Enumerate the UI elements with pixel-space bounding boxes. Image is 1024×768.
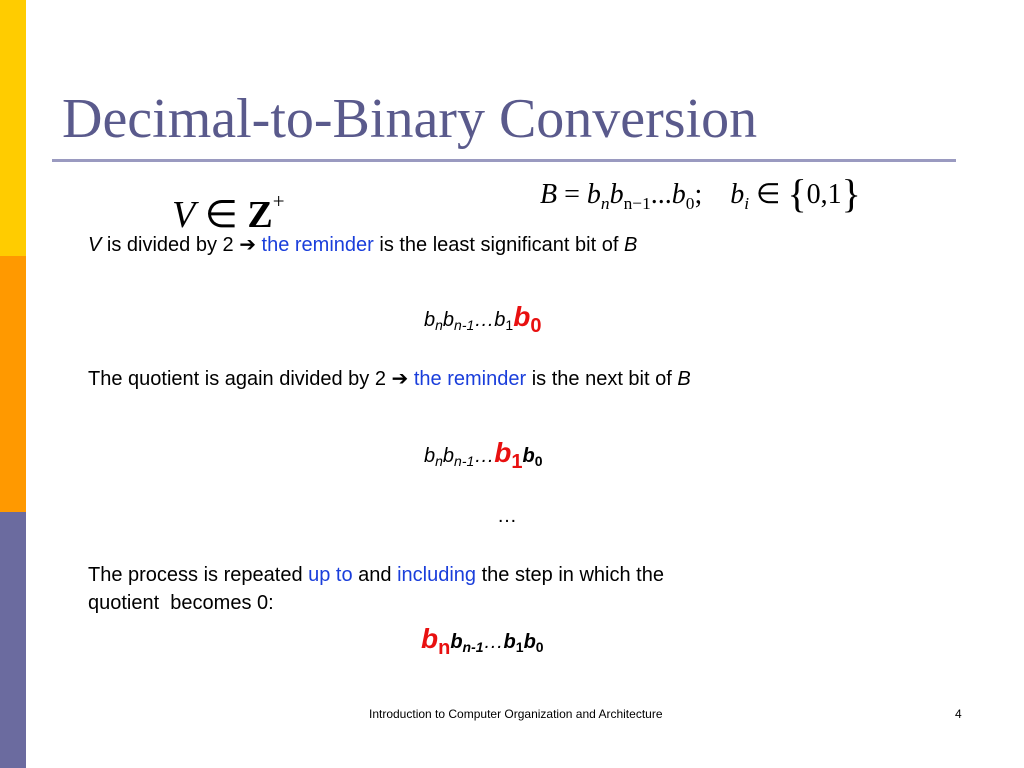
- formula-b-bn1: b: [609, 179, 624, 210]
- formula-b-n1: n−1: [623, 194, 651, 214]
- seq2-b2: b: [442, 445, 455, 467]
- step1-text: [88, 232, 637, 258]
- step3-text-line1: [88, 562, 664, 588]
- formula-b-b0: b: [671, 179, 686, 210]
- seq1-one: 1: [505, 317, 514, 333]
- step3-mid: and: [352, 564, 398, 586]
- decor-bar-yellow: [0, 0, 26, 256]
- formula-v-op: ∈: [204, 193, 238, 236]
- step2-post: is the next bit of: [526, 368, 678, 390]
- seq1-nm1: n-1: [454, 317, 475, 333]
- seq3-emphasis-bn: [421, 623, 451, 659]
- seq2-dots: …: [474, 445, 495, 467]
- seq3-nm1: n-1: [462, 639, 484, 655]
- formula-b-rbrace: }: [841, 171, 861, 216]
- formula-b-i: i: [744, 194, 750, 214]
- seq3-zero: 0: [535, 639, 544, 655]
- bit-sequence-1: [424, 302, 541, 341]
- formula-b-semi: ;: [694, 179, 703, 210]
- formula-b-lbrace: {: [787, 171, 807, 216]
- seq3-b: b: [421, 623, 439, 654]
- formula-b-dots: ...: [650, 179, 672, 210]
- seq2-zero: 0: [534, 453, 543, 469]
- step2-text: [88, 366, 691, 392]
- bit-sequence-3: [421, 624, 544, 663]
- step2-var-b: B: [677, 368, 691, 390]
- formula-b-set: 0,1: [806, 179, 842, 210]
- seq3-b2: b: [450, 631, 463, 653]
- arrow-icon: ➔: [239, 234, 256, 256]
- step3-text-line2: quotient becomes 0:: [88, 592, 274, 614]
- step2-highlight: the reminder: [413, 368, 527, 390]
- seq2-b3: b: [494, 437, 512, 468]
- seq2-n: n: [435, 453, 443, 469]
- formula-v-in-z: [172, 176, 284, 240]
- step3-highlight-including: including: [397, 564, 477, 586]
- formula-b-bits: [540, 172, 861, 226]
- formula-b-lhs: B: [540, 179, 558, 210]
- step1-var-v: V: [88, 234, 102, 256]
- title-divider: [52, 159, 956, 162]
- seq1-dots: …: [474, 309, 495, 331]
- decor-bar-purple: [0, 512, 26, 768]
- step3-pre: The process is repeated: [88, 564, 309, 586]
- step1-pre: is divided by 2: [101, 234, 240, 256]
- formula-b-in: ∈: [756, 179, 781, 210]
- decor-bar-orange: [0, 256, 26, 512]
- formula-v-set: Z: [247, 193, 273, 236]
- seq1-b3: b: [494, 309, 506, 331]
- seq3-b3: b: [503, 631, 516, 653]
- formula-b-zero: 0: [685, 194, 695, 214]
- seq1-b2: b: [442, 309, 455, 331]
- seq2-nm1: n-1: [454, 453, 475, 469]
- formula-v-sup: +: [272, 189, 285, 213]
- seq3-one: 1: [515, 639, 524, 655]
- seq1-zero: 0: [530, 315, 542, 337]
- formula-b-n: n: [600, 194, 610, 214]
- step1-var-b: B: [623, 234, 638, 256]
- step1-post: is the least significant bit of: [373, 234, 624, 256]
- formula-v-var: V: [172, 193, 196, 236]
- step1-highlight: the reminder: [261, 234, 374, 256]
- step3-post: the step in which the: [476, 564, 664, 586]
- seq1-b4: b: [513, 301, 531, 332]
- slide-footer: Introduction to Computer Organization and Architecture: [369, 707, 663, 721]
- step3-highlight-up-to: up to: [308, 564, 353, 586]
- seq3-dots: …: [483, 631, 504, 653]
- arrow-icon: ➔: [391, 368, 409, 390]
- seq2-emphasis-b1: [494, 437, 523, 473]
- seq2-b: b: [424, 445, 436, 467]
- seq3-b4: b: [523, 631, 536, 653]
- seq2-one: 1: [511, 451, 523, 473]
- seq2-b4: b: [522, 445, 535, 467]
- slide-title: Decimal-to-Binary Conversion: [62, 88, 758, 150]
- seq1-n: n: [435, 317, 443, 333]
- ellipsis: …: [497, 505, 517, 527]
- bit-sequence-2: [424, 438, 543, 477]
- seq1-b: b: [424, 309, 436, 331]
- seq1-emphasis-b0: [513, 301, 542, 337]
- seq3-n: n: [438, 637, 451, 659]
- formula-b-bi: b: [730, 179, 745, 210]
- formula-b-eq: =: [564, 179, 580, 210]
- page-number: 4: [955, 707, 962, 721]
- formula-b-bn: b: [586, 179, 601, 210]
- step2-pre: The quotient is again divided by 2: [88, 368, 392, 390]
